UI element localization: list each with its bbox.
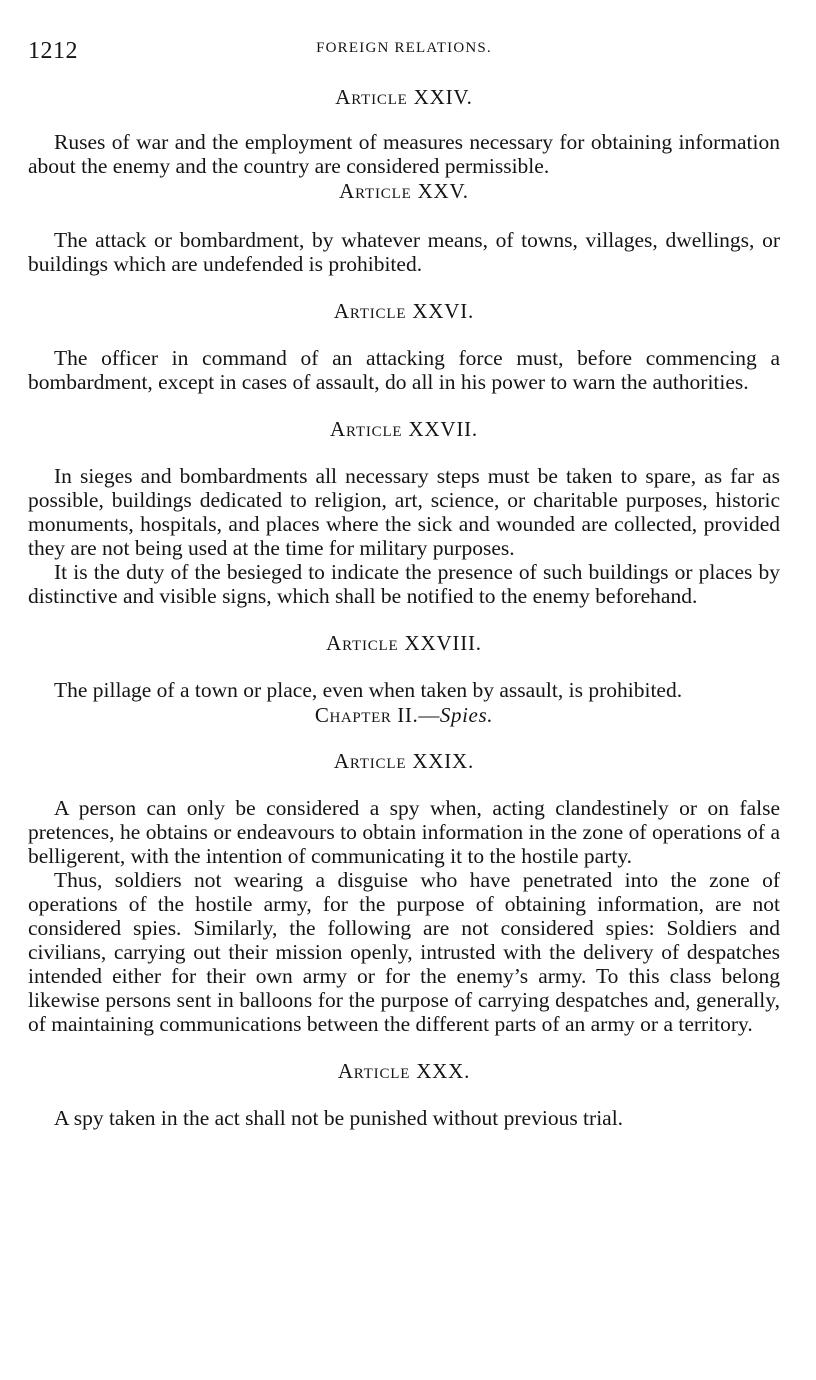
running-header bbox=[28, 30, 780, 70]
article-paragraph: Thus, soldiers not wearing a disguise who have penetrated into the zone of operations of the hostile army, for the purpose of obtaining information, are not considered spies. Similarly, the following are not considered spies: Soldiers and civilians, carrying out their mission openly, intrusted with the delivery of despatches intended either for their own army or for the enemy’s army. To this class belong likewise persons sent in balloons for the purpose of carrying despatches and, generally, of maintaining communications between the different parts of an army or a territory. bbox=[28, 868, 780, 1036]
page-number: 1212 bbox=[28, 38, 78, 64]
article-heading: Article XXVI. bbox=[333, 299, 475, 323]
article-paragraph: A spy taken in the act shall not be punished without previous trial. bbox=[54, 1106, 624, 1130]
article-heading: Article XXIX. bbox=[333, 749, 475, 773]
article-xxx bbox=[28, 1058, 780, 1130]
article-paragraph: A person can only be considered a spy when, acting clandestinely or on false pretences, he obtains or endeavours to obtain information in the zone of operations of a belligerent, with the intention of communicating it to the hostile party. bbox=[28, 796, 780, 868]
chapter-prefix: Chapter II.— bbox=[314, 703, 440, 727]
article-heading: Article XXVIII. bbox=[326, 631, 482, 655]
article-paragraph: In sieges and bombardments all necessary steps must be taken to spare, as far as possible, buildings dedicated to religion, art, science, or charitable purposes, historic monuments, hospitals, and places where the sick and wounded are collected, provided they are not being used at the time for military purposes. bbox=[28, 464, 780, 560]
article-paragraph: The officer in command of an attacking force must, before commencing a bombardment, except in cases of assault, do all in his power to warn the authorities. bbox=[28, 346, 780, 394]
document-page bbox=[28, 30, 780, 1130]
article-paragraph: It is the duty of the besieged to indicate the presence of such buildings or places by distinctive and visible signs, which shall be notified to the enemy beforehand. bbox=[28, 560, 780, 608]
article-xxviii bbox=[28, 630, 780, 702]
article-heading: Article XXV. bbox=[339, 179, 469, 203]
article-heading: Article XXX. bbox=[337, 1059, 471, 1083]
chapter-heading bbox=[28, 702, 780, 728]
chapter-title: Spies. bbox=[439, 703, 494, 727]
article-xxvii bbox=[28, 416, 780, 608]
article-paragraph: The attack or bombardment, by whatever means, of towns, villages, dwellings, or buildings which are undefended is prohibited. bbox=[28, 228, 780, 276]
article-heading: Article XXIV. bbox=[335, 85, 473, 109]
article-xxiv bbox=[28, 84, 780, 178]
article-xxvi bbox=[28, 298, 780, 394]
article-xxv bbox=[28, 178, 780, 276]
article-xxix bbox=[28, 748, 780, 1036]
running-title: FOREIGN RELATIONS. bbox=[316, 40, 492, 56]
article-paragraph: Ruses of war and the employment of measures necessary for obtaining information about the enemy and the country are considered permissible. bbox=[28, 130, 780, 178]
article-heading: Article XXVII. bbox=[330, 417, 478, 441]
article-paragraph: The pillage of a town or place, even when taken by assault, is prohibited. bbox=[54, 678, 683, 702]
